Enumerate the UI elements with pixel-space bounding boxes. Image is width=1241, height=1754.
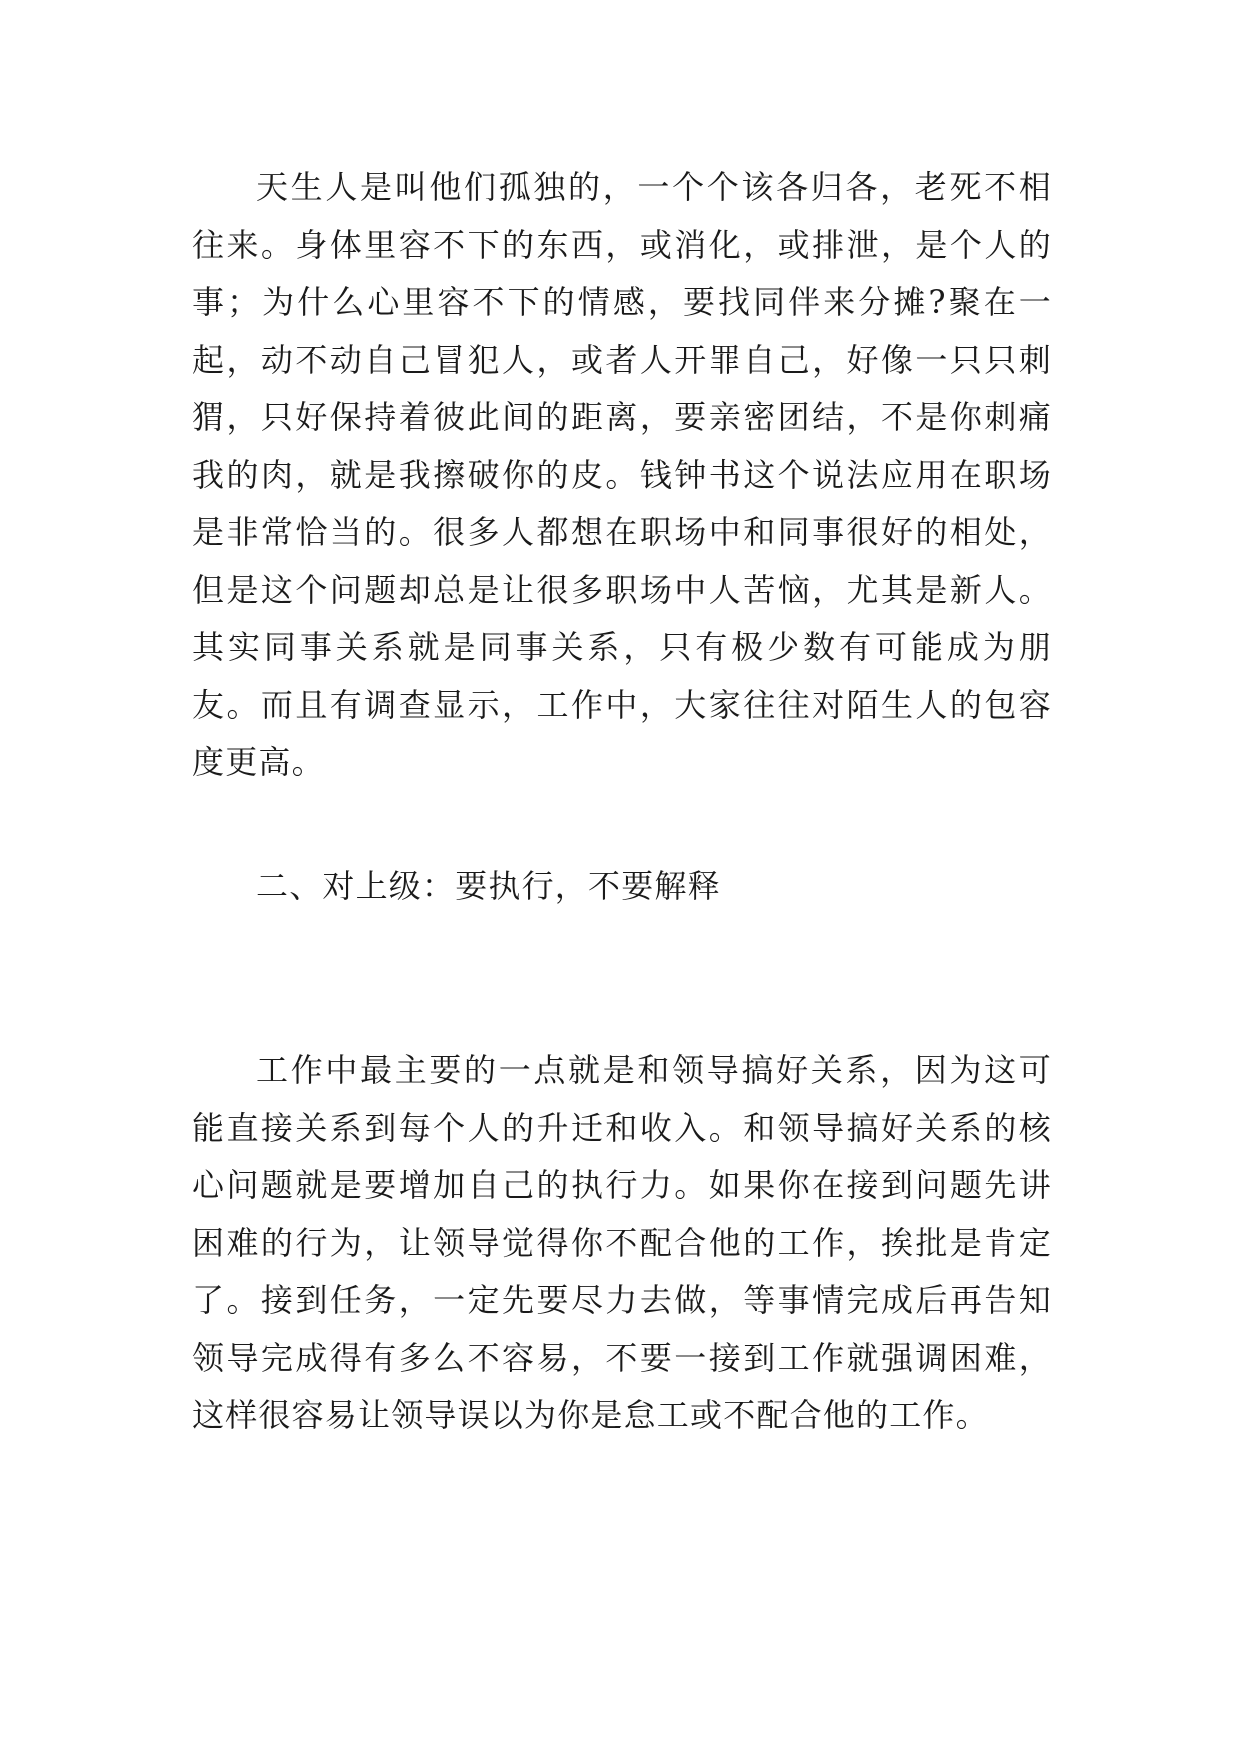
section-heading: 二、对上级：要执行，不要解释 [256, 867, 721, 905]
body-paragraph-2: 工作中最主要的一点就是和领导搞好关系，因为这可能直接关系到每个人的升迁和收入。和领导搞好关系的核心问题就是要增加自己的执行力。如果你在接到问题先讲困难的行为，让领导觉得你不配合他的工作，挨批是肯定了。接到任务，一定先要尽力去做，等事情完成后再告知领导完成得有多么不容易，不要一接到工作就强调困难，这样很容易让领导误以为你是怠工或不配合他的工作。 [192, 1051, 1052, 1434]
body-paragraph-1: 天生人是叫他们孤独的，一个个该各归各，老死不相往来。身体里容不下的东西，或消化，或排泄，是个人的事；为什么心里容不下的情感，要找同伴来分摊?聚在一起，动不动自己冒犯人，或者人开罪自己，好像一只只刺猬，只好保持着彼此间的距离，要亲密团结，不是你刺痛我的肉，就是我擦破你的皮。钱钟书这个说法应用在职场是非常恰当的。很多人都想在职场中和同事很好的相处，但是这个问题却总是让很多职场中人苦恼，尤其是新人。其实同事关系就是同事关系，只有极少数有可能成为朋友。而且有调查显示，工作中，大家往往对陌生人的包容度更高。 [192, 168, 1052, 781]
